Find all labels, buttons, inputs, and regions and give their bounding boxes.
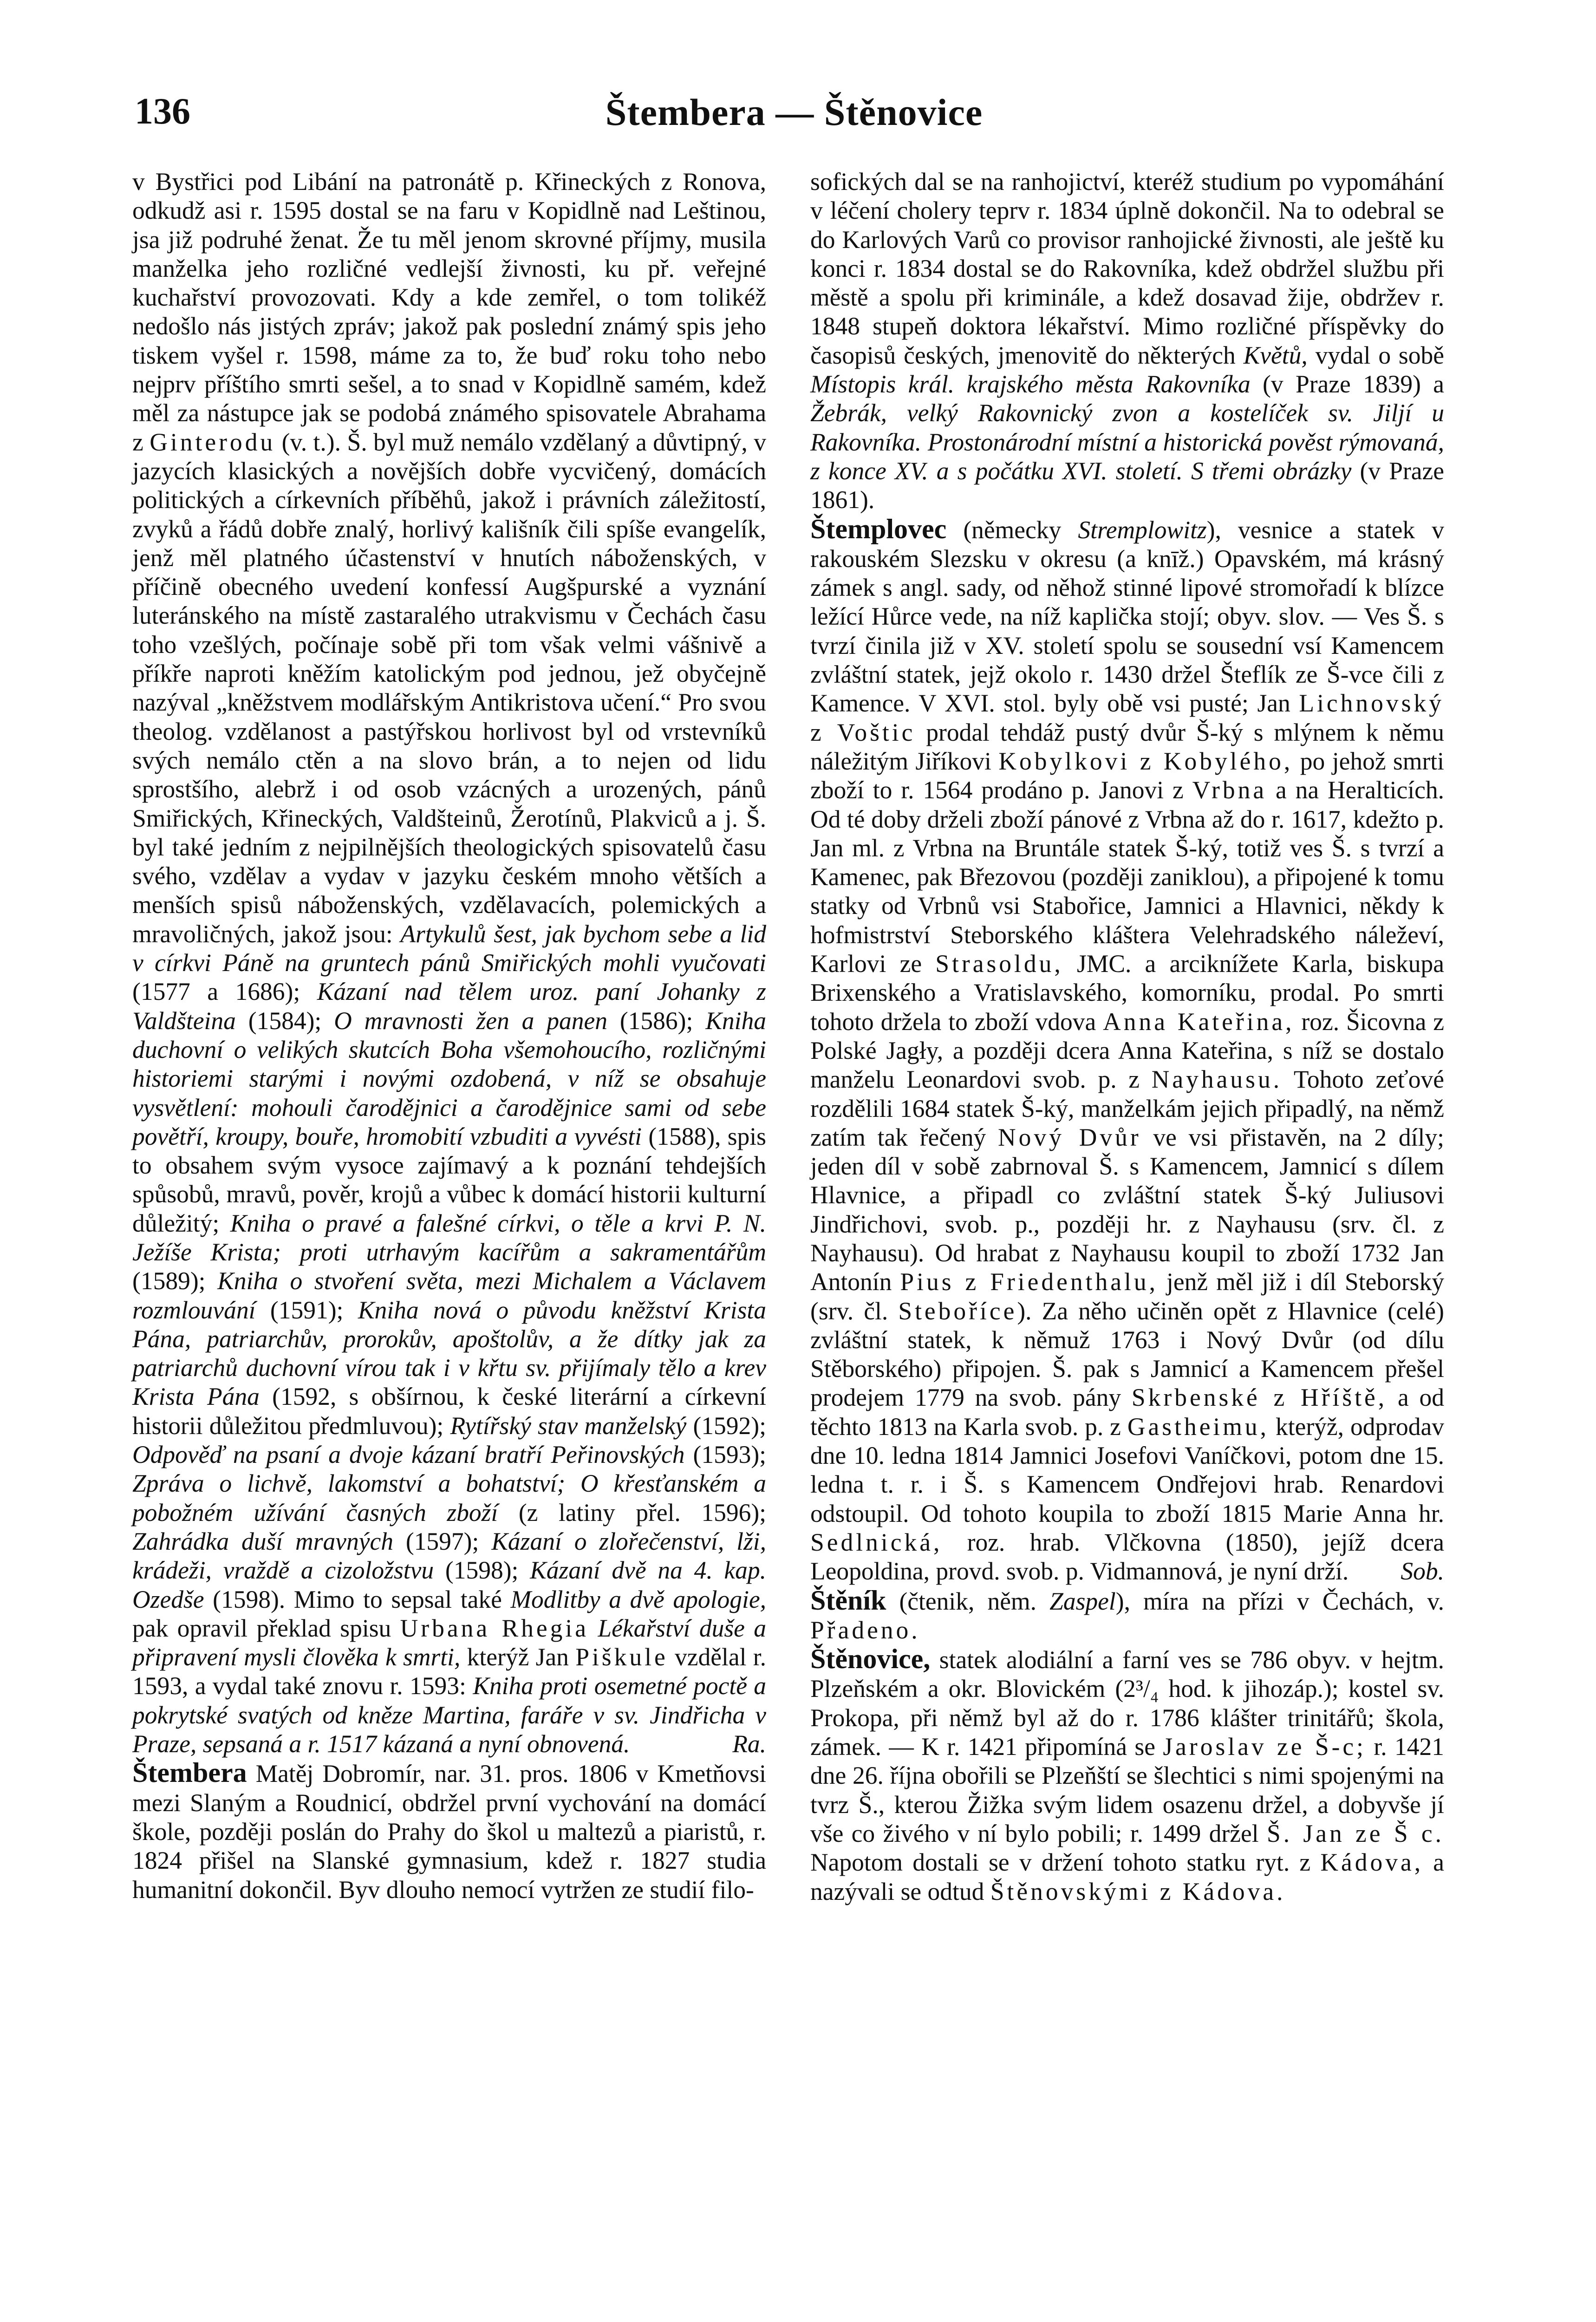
entry-stemplovec: Štemplovec (německy Stremplowitz), vesnice a statek v rakouském Slezsku v okresu (a knīž.) Opavském, má krásný zámek s angl. sady, od něhož stinné lipové stromořadí k blízce ležící Hůrce vede, na níž kaplička stojí; obyv. slov. — Ves Š. s tvrzí činila již v XV. století spolu se sousední vsí Kamencem zvláštní statek, jejž okolo r. 1430 držel Šteflík ze Š-vce čili z Kamence. V XVI. stol. byly obě vsi pusté; Jan Lichnovský z Voštic prodal tehdáž pustý dvůr Š-ký s mlýnem k němu náležitým Jiříkovi Kobylkovi z Kobylého, po jehož smrti zboží to r. 1564 prodáno p. Janovi z Vrbna a na Heralticích. Od té doby drželi zboží pánové z Vrbna až do r. 1617, kdežto p. Jan ml. z Vrbna na Bruntále statek Š-ký, totiž ves Š. s tvrzí a Kamenec, pak Březovou (později zaniklou), a připojené k tomu statky od Vrbnů vsi Stabořice, Jamnici a Hlavnici, někdy k hofmistrství Steborského kláštera Velehradského náleževí, Karlovi ze Strasoldu, JMC. a arciknížete Karla, biskupa Brixenského a Vratislavského, komorníku, prodal. Po smrti tohoto držela to zboží vdova Anna Kateřina, roz. Šicovna z Polské Jagły, a později dcera Anna Kateřina, s níž se dostalo manželu Leonardovi svob. p. z Nayhausu. Tohoto zeťové rozdělili 1684 statek Š-ký, manželkám jejich připadlý, na němž zatím tak řečený Nový Dvůr ve vsi přistavěn, na 2 díly; jeden díl v sobě zabrnoval Š. s Kamencem, Jamnicí s dílem Hlavnice, a připadl co zvláštní statek Š-ký Juliusovi Jindřichovi, svob. p., později hr. z Nayhausu (srv. čl. z Nayhausu). Od hrabat z Nayhausu koupil to zboží 1732 Jan Antonín Pius z Friedenthalu, jenž měl již i díl Steborský (srv. čl. Steboříce). Za něho učiněn opět z Hlavnice (celé) zvláštní statek, k němuž 1763 i Nový Dvůr (od dílu Stěborského) připojen. Š. pak s Jamnicí a Kamencem přešel prodejem 1779 na svob. pány Skrbenské z Hříště, a od těchto 1813 na Karla svob. p. z Gastheimu, kterýž, odprodav dne 10. ledna 1814 Jamnici Josefovi Vaníčkovi, potom dne 15. ledna t. r. i Š. s Kamencem Ondřejovi hrab. Renardovi odstoupil. Od tohoto koupila to zboží 1815 Marie Anna hr. Sedlnická, roz. hrab. Vlčkovna (1850), jejíž dcera Leopoldina, provd. svob. p. Vidmannová, je nyní drží. Sob. xyxy=(810,513,1445,1585)
page-number: 136 xyxy=(135,91,190,132)
author-signature: Ra. xyxy=(732,1730,766,1758)
entry-stembera-continuation: v Bystřici pod Libání na patronátě p. Křineckých z Ronova, odkudž asi r. 1595 dostal se na faru v Kopidlně nad Leštinou, jsa již podruhé ženat. Že tu měl jenom skrovné příjmy, musila manželka jeho rozličné vedlejší živnosti, ku př. veřejné kuchařství provozovati. Kdy a kde zemřel, o tom tolikéž nedošlo nás jistých zpráv; jakož pak poslední známý spis jeho tiskem vyšel r. 1598, máme za to, že buď roku toho nebo nejprv příštího smrti sešel, a to snad v Kopidlně samém, kdež měl za nástupce jak se podobá známého spisovatele Abrahama z Ginterodu (v. t.). Š. byl muž nemálo vzdělaný a důvtipný, v jazycích klasických a novějších dobře vycvičený, domácích politických a církevních příběhů, jakož i právních záležitostí, zvyků a řádů dobře znalý, horlivý kališník čili spíše evangelík, jenž měl platného účastenství v hnutích náboženských, v příčině obecného uvedení konfessí Augšpurské a vyznání luteránského na místě zastaralého utrakvismu v Čechách času toho vzešlých, počínaje sobě při tom však velmi vášnivě a příkře naproti kněžím katolickým pod jednou, jež obyčejně nazýval „kněžstvem modlářským Antikristova učení.“ Pro svou theolog. vzdělanost a pastýřskou horlivost byl od vrstevníků svých nemálo ctěn a na slovo brán, a to nejen od lidu sprostšího, alebrž i od osob vzácných a urozených, pánů Smiřických, Křineckých, Valdšteinů, Žerotínů, Plakviců a j. Š. byl také jedním z nejpilnějších theologických spisovatelů času svého, vzdělav a vydav v jazyku českém mnoho větších a menších spisů náboženských, vzdělavacích, polemických a mravoličných, jakož jsou: Artykulů šest, jak bychom sebe a lid v církvi Páně na gruntech pánů Smiřických mohli vyučovati (1577 a 1686); Kázaní nad tělem uroz. paní Johanky z Valdšteina (1584); O mravnosti žen a panen (1586); Kniha duchovní o velikých skutcích Boha všemohoucího, rozličnými historiemi starými i novými ozdobená, v níž se obsahuje vysvětlení: mohouli čarodějnici a čarodějnice sami od sebe povětří, kroupy, bouře, hromobití vzbuditi a vyvésti (1588), spis to obsahem svým vysoce zajímavý a k poznání tehdejších spůsobů, mravů, pověr, krojů a vůbec k domácí historii kulturní důležitý; Kniha o pravé a falešné církvi, o těle a krvi P. N. Ježíše Krista; proti utrhavým kacířům a sakramentářům (1589); Kniha o stvoření světa, mezi Michalem a Václavem rozmlouvání (1591); Kniha nová o původu kněžství Krista Pána, patriarchův, prorokův, apoštolův, a že dítky jak za patriarchů duchovní vírou tak i v křtu sv. přijímaly tělo a krev Krista Pána (1592, s obšírnou, k české literární a církevní historii důležitou předmluvou); Rytířský stav manželský (1592); Odpověď na psaní a dvoje kázaní bratří Peřinovských (1593); Zpráva o lichvě, lakomství a bohatství; O křesťanském a pobožném užívání časných zboží (z latiny přel. 1596); Zahrádka duší mravných (1597); Kázaní o zlořečenství, lži, krádeži, vraždě a cizoložstvu (1598); Kázaní dvě na 4. kap. Ozedše (1598). Mimo to sepsal také Modlitby a dvě apologie, pak opravil překlad spisu Urbana Rhegia Lékařství duše a připravení mysli člověka k smrti, kterýž Jan Piškule vzdělal r. 1593, a vydal také znovu r. 1593: Kniha proti osemetné poctě a pokrytské svatých od kněze Martina, faráře v sv. Jindřicha v Praze, sepsaná a r. 1517 kázaná a nyní obnovená. Ra. xyxy=(132,168,767,1758)
author-signature: Sob. xyxy=(1401,1557,1444,1585)
right-column xyxy=(810,167,1444,1906)
page-title: Štembera — Štěnovice xyxy=(605,91,983,133)
entry-headword: Štemplovec xyxy=(810,513,947,544)
entry-stembera-continuation-right: sofických dal se na ranhojictví, kteréž studium po vypomáhání v léčení cholery teprv r. 1834 úplně dokončil. Na to odebral se do Karlových Varů co provisor ranhojické živnosti, ale ještě ku konci r. 1834 dostal se do Rakovníka, kdež obdržel službu při městě a spolu při kriminále, a kdež dosavad žije, obdržev r. 1848 stupeň doktora lékařství. Mimo rozličné příspěvky do časopisů českých, jmenovitě do některých Květů, vydal o sobě Místopis král. krajského města Rakovníka (v Praze 1839) a Žebrák, velký Rakovnický zvon a kostelíček sv. Jiljí u Rakovníka. Prostonárodní místní a historická pověst rýmovaná, z konce XV. a s počátku XVI. století. S třemi obrázky (v Praze 1861). xyxy=(810,168,1445,514)
entry-stenovice: Štěnovice, statek alodiální a farní ves se 786 obyv. v hejtm. Plzeňském a okr. Blovickém (2³/₄ hod. k jihozáp.); kostel sv. Prokopa, při němž byl až do r. 1786 klášter trinitářů; škola, zámek. — K r. 1421 připomíná se Jaroslav ze Š-c; r. 1421 dne 26. října obořili se Plzeňští se šlechtici s nimi spojenými na tvrz Š., kterou Žižka svým lidem osazenu držel, a dobyvše jí vše co živého v ní bylo pobili; r. 1499 držel Š. Jan ze Š c. Napotom dostali se v držení tohoto statku ryt. z Kádova, a nazývali se odtud Štěnovskými z Kádova. xyxy=(810,1644,1445,1905)
entry-stembera-matej: Štembera Matěj Dobromír, nar. 31. pros. 1806 v Kmetňovsi mezi Slaným a Roudnicí, obdržel první vychování na domácí škole, později poslán do Prahy do škol u maltezů a piaristů, r. 1824 přišel na Slanské gymnasium, kdež r. 1827 studia humanitní dokončil. Byv dlouho nemocí vytržen ze studií filo- xyxy=(132,1757,766,1904)
left-column xyxy=(132,167,766,1904)
entry-stenik: Štěník (čtenik, něm. Zaspel), míra na přízi v Čechách, v. Přadeno. xyxy=(810,1585,1444,1644)
entry-headword: Štěnovice, xyxy=(810,1644,931,1675)
running-head xyxy=(135,91,1453,142)
entry-headword: Štěník xyxy=(810,1585,886,1616)
entry-headword: Štembera xyxy=(132,1757,247,1788)
